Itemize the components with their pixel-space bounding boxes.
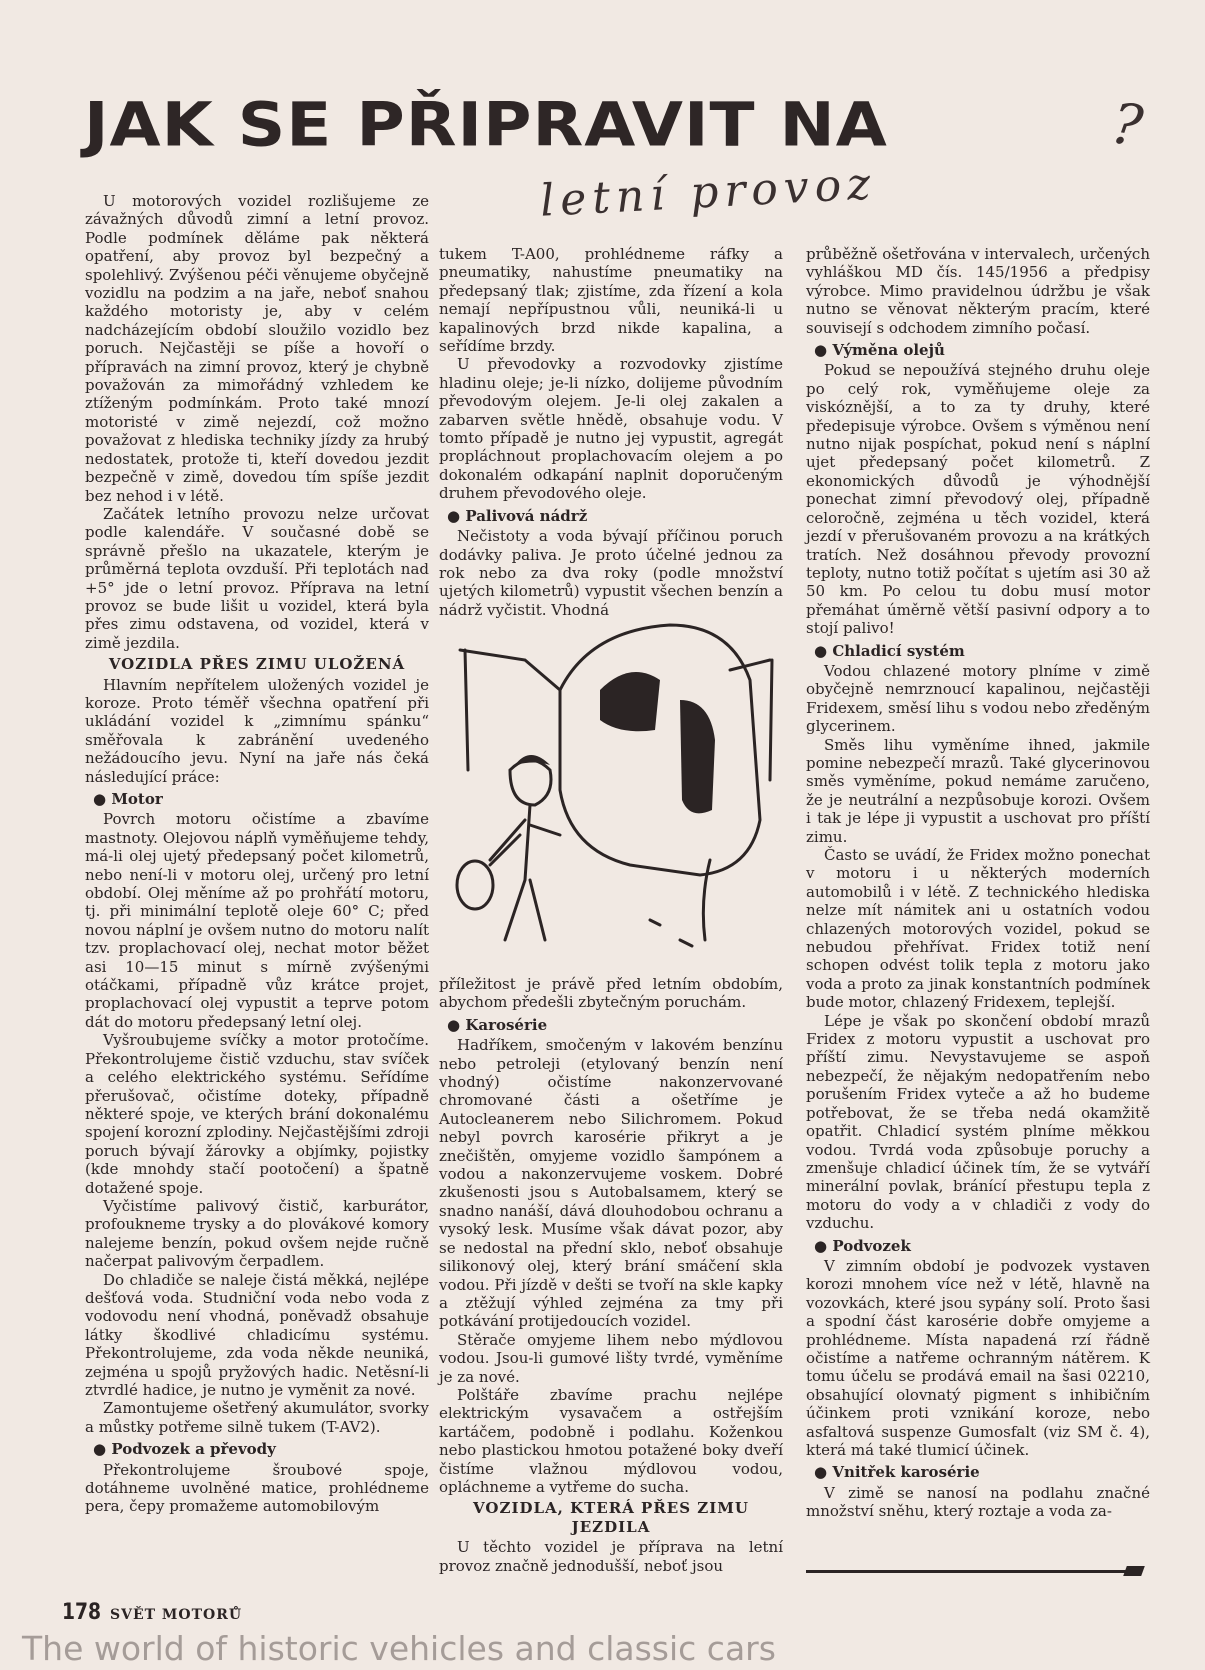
paragraph: U motorových vozidel rozlišujeme ze závažných důvodů zimní a letní provoz. Podle podmínek děláme pak některá opatření, aby provoz byl bezpečný a spolehlivý. Zvýšenou péči věnujeme obyčejně vozidlu na podzim a na jaře, neboť snahou každého motoristy je, aby v celém nadcházejícím období sloužilo vozidlo bez poruch. Nejčastěji se píše a hovoří o přípravách na zimní provoz, který je chybně považován za mimořádný vzhledem ke ztíženým podmínkám. Proto také mnozí motoristé v zimě nejezdí, což možno považovat z hlediska techniky jízdy za hrubý nedostatek, protože ti, kteří dovedou jezdit bezpečně v zimě, dovedou tím spíše jezdit bez nehod i v létě. xyxy=(85,192,429,505)
cartoon-illustration xyxy=(450,620,780,975)
subsection-heading: ● Podvozek a převody xyxy=(93,1440,429,1458)
column-1 xyxy=(85,192,429,1516)
end-mark xyxy=(1123,1566,1145,1576)
paragraph: příležitost je právě před letním obdobím, abychom předešli zbytečným poruchám. xyxy=(439,975,783,1012)
column-2-top xyxy=(439,245,783,619)
paragraph: Často se uvádí, že Fridex možno ponechat v motoru i u některých moderních automobilů i v létě. Z technického hlediska nelze mít námitek ani u ostatních vodou chlazených motorových vozidel, pokud se nebudou přehřívat. Fridex totiž není schopen odvést tolik tepla z motoru jako voda a proto za jinak konstantních podmínek bude motor, chlazený Fridexem, teplejší. xyxy=(806,846,1150,1012)
article-title: JAK SE PŘIPRAVIT NA xyxy=(84,89,888,161)
paragraph: tukem T-A00, prohlédneme ráfky a pneumatiky, nahustíme pneumatiky na předepsaný tlak; zjistíme, zda řízení a kola nemají nepřípustnou vůli, neuniká-li u kapalinových brzd nikde kapalina, a seřídíme brzdy. xyxy=(439,245,783,356)
paragraph: U těchto vozidel je příprava na letní provoz značně jednodušší, neboť jsou xyxy=(439,1538,783,1575)
watermark: The world of historic vehicles and classic cars xyxy=(22,1629,776,1668)
paragraph: Směs lihu vyměníme ihned, jakmile pomine nebezpečí mrazů. Také glycerinovou směs vyměníme, pokud nemáme zaručeno, že je neutrální a nezpůsobuje korozi. Ovšem i tak je lépe ji vypustit a uschovat pro příští zimu. xyxy=(806,735,1150,846)
paragraph: Hadříkem, smočeným v lakovém benzínu nebo petroleji (etylovaný benzín není vhodný) očistíme nakonzervované chromované části a ošetříme je Autocleanerem nebo Silichromem. Pokud nebyl povrch karosérie přikryt a je znečištěn, omyjeme vozidlo šampónem a vodou a nakonzervujeme voskem. Dobré zkušenosti jsou s Autobalsamem, který se snadno nanáší, dává dlouhodobou ochranu a vysoký lesk. Musíme však dávat pozor, aby se nedostal na přední sklo, neboť obsahuje silikonový olej, který brání smáčení skla vodou. Při jízdě v dešti se tvoří na skle kapky a ztěžují výhled zejména za tmy při potkávání protijedoucích vozidel. xyxy=(439,1036,783,1331)
section-heading: VOZIDLA, KTERÁ PŘES ZIMU JEZDILA xyxy=(473,1499,749,1536)
man xyxy=(490,760,560,940)
paragraph: Lépe je však po skončení období mrazů Fridex z motoru vypustit a uschovat pro příští zimu. Nevystavujeme se aspoň nebezpečí, že nějakým nedopatřením nebo porušením Fridex vyteče a až ho budeme potřebovat, že se třeba nedá okamžitě opatřit. Chladicí systém plníme měkkou vodou. Tvrdá voda způsobuje poruchy a zmenšuje chladicí účinek tím, že se vytváří minerální povlak, bránící přestupu tepla z motoru do vody a v chladiči z vody do vzduchu. xyxy=(806,1011,1150,1233)
handwritten-question-mark: ? xyxy=(1107,91,1147,160)
car-body xyxy=(560,625,760,875)
paragraph: V zimě se nanosí na podlahu značné množství sněhu, který roztaje a voda za- xyxy=(806,1483,1150,1521)
paragraph: Hlavním nepřítelem uložených vozidel je koroze. Proto téměř všechna opatření při ukládání vozidel k „zimnímu spánku“ směřovala k zabránění uvedeného nežádoucího jevu. Nyní na jaře nás čeká následující práce: xyxy=(85,675,429,786)
subsection-heading: ● Vnitřek karosérie xyxy=(814,1463,1150,1481)
paragraph: Vodou chlazené motory plníme v zimě obyčejně nemrznoucí kapalinou, nejčastěji Fridexem, směsí lihu s vodou nebo zředěným glycerinem. xyxy=(806,661,1150,736)
paragraph: U převodovky a rozvodovky zjistíme hladinu oleje; je-li nízko, dolijeme původním převodovým olejem. Je-li olej zakalen a zabarven světle hnědě, obsahuje vodu. V tomto případě je nutno jej vypustit, agregát propláchnout proplachovacím olejem a po dokonalém odkapání naplnit doporučeným druhem převodového oleje. xyxy=(439,355,783,503)
car-window xyxy=(600,672,660,731)
subsection-heading: ● Chladicí systém xyxy=(814,642,1150,660)
paragraph: Nečistoty a voda bývají příčinou poruch dodávky paliva. Je proto účelné jednou za rok nebo za dva roky (podle množství ujetých kilometrů) vypustit všechen benzín a nádrž vyčistit. Vhodná xyxy=(439,527,783,619)
paragraph: V zimním období je podvozek vystaven korozi mnohem více než v létě, hlavně na vozovkách, které jsou sypány solí. Proto šasi a spodní část karosérie dobře omyjeme a prohlédneme. Místa napadená rzí řádně očistíme a natřeme ochranným nátěrem. K tomu účelu se prodává email na šasi 02210, obsahující olovnatý pigment s inhibičním účinkem proti vznikání koroze, nebo asfaltová suspenze Gumosfalt (viz SM č. 4), která má také tlumicí účinek. xyxy=(806,1256,1150,1459)
subsection-heading: ● Karosérie xyxy=(447,1016,783,1034)
paragraph: Zamontujeme ošetřený akumulátor, svorky a můstky potřeme silně tukem (T-AV2). xyxy=(85,1399,429,1436)
paragraph: Povrch motoru očistíme a zbavíme mastnoty. Olejovou náplň vyměňujeme tehdy, má-li olej ujetý předepsaný počet kilometrů, nebo není-li v motoru olej, určený pro letní období. Olej měníme až po prohřátí motoru, tj. při minimální teplotě oleje 60° C; před novou náplní je ovšem nutno do motoru nalít tzv. proplachovací olej, nechat motor běžet asi 10—15 minut s mírně zvýšenými otáčkami, případně vůz krátce projet, proplachovací olej vypustit a teprve potom dát do motoru předepsaný letní olej. xyxy=(85,810,429,1031)
paragraph: Polštáře zbavíme prachu nejlépe elektrickým vysavačem a ostřejším kartáčem, podobně i podlahu. Koženkou nebo plastickou hmotou potažené boky dveří čistíme vlažnou mýdlovou vodou, opláchneme a vytřeme do sucha. xyxy=(439,1385,783,1496)
handwritten-subtitle: letní provoz xyxy=(538,158,878,227)
paragraph: Vyčistíme palivový čistič, karburátor, profoukneme trysky a do plovákové komory nalejeme benzín, pokud ovšem nejde ručně načerpat palivovým čerpadlem. xyxy=(85,1196,429,1271)
paragraph: Stěrače omyjeme lihem nebo mýdlovou vodou. Jsou-li gumové lišty tvrdé, vyměníme je za nové. xyxy=(439,1330,783,1386)
subsection-heading: ● Výměna olejů xyxy=(814,341,1150,359)
section-heading: VOZIDLA PŘES ZIMU ULOŽENÁ xyxy=(108,655,406,674)
page-number: 178 xyxy=(62,1600,102,1625)
paragraph: Začátek letního provozu nelze určovat podle kalendáře. V současné době se správně přešlo na ukazatele, kterým je průměrná teplota ovzduší. Při teplotách nad +5° jde o letní provoz. Příprava na letní provoz se bude lišit u vozidel, která byla přes zimu odstavena, od vozidel, která v zimě jezdila. xyxy=(85,504,429,652)
subsection-heading: ● Podvozek xyxy=(814,1237,1150,1255)
subsection-heading: ● Palivová nádrž xyxy=(447,507,783,525)
paragraph: Vyšroubujeme svíčky a motor protočíme. Překontrolujeme čistič vzduchu, stav svíček a celého elektrického systému. Seřídíme přerušovač, očistíme doteky, případně některé spoje, ve kterých brání dokonalému spojení korozní zplodiny. Nejčastějšími zdroji poruch bývají žárovky a objímky, pojistky (kde mnohdy stačí pootočení) a špatně dotažené spoje. xyxy=(85,1031,429,1197)
paragraph: Pokud se nepoužívá stejného druhu oleje po celý rok, vyměňujeme oleje za viskóznější, a to za ty druhy, které předepisuje výrobce. Ovšem s výměnou není nutno nijak pospíchat, pokud není s náplní ujet předepsaný počet kilometrů. Z ekonomických důvodů je výhodnější ponechat zimní převodový olej, případně celoročně, zejména u těch vozidel, která jezdí v přerušovaném provozu a na krátkých tratích. Než dosáhnou převody provozní teploty, nutno totiž počítat s ujetím asi 30 až 50 km. Po celou tu dobu musí motor přemáhat úměrně větší pasivní odpory a to stojí palivo! xyxy=(806,361,1150,638)
paragraph: průběžně ošetřována v intervalech, určených vyhláškou MD čís. 145/1956 a předpisy výrobce. Mimo pravidelnou údržbu je však nutno se věnovat některým pracím, které souvisejí s odchodem zimního počasí. xyxy=(806,245,1150,337)
car-window-2 xyxy=(680,700,715,813)
magazine-name: SVĚT MOTORŮ xyxy=(110,1607,243,1623)
subsection-heading: ● Motor xyxy=(93,790,429,808)
racket xyxy=(457,861,493,909)
column-3 xyxy=(806,245,1150,1521)
end-rule xyxy=(806,1570,1141,1573)
paragraph: Do chladiče se naleje čistá měkká, nejlépe dešťová voda. Studniční voda nebo voda z vodovodu není vhodná, poněvadž obsahuje látky škodlivé chladicímu systému. Překontrolujeme, zda voda někde neuniká, zejména u spojů pryžových hadic. Netěsní-li ztvrdlé hadice, je nutno je vyměnit za nové. xyxy=(85,1270,429,1399)
paragraph: Překontrolujeme šroubové spoje, dotáhneme uvolněné matice, prohlédneme pera, čepy promažeme automobilovým xyxy=(85,1460,429,1516)
column-2-bottom xyxy=(439,975,783,1575)
